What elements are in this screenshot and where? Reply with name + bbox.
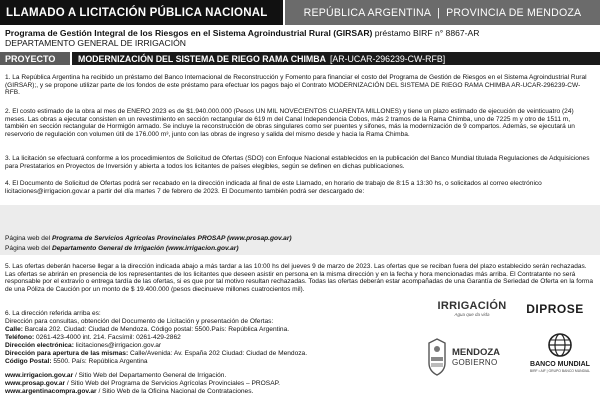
irrigacion-tagline: Agua que da vida <box>454 312 490 317</box>
street-value: Barcala 202. Ciudad: Ciudad de Mendoza. Código postal: 5500.País: República Argentina. <box>22 326 290 333</box>
irrigacion-logo <box>432 300 512 317</box>
paragraph-2: 2. El costo estimado de la obra al mes de ENERO 2023 es de $1.940.000.000 (Pesos UN MIL NOVECIENTOS CUARENTA MILLONES) y tiene un plazo estimado de ejecución de veinticuatro (24) meses. Las obras a ejecutar consisten en un revestimiento en sección rectangular de 619 m del Canal Independencia Cobos, más 2 tramos de la Rama Chimba, uno de 7225 m y otro de 1511 m, también en sección rectangular de Hormigón armado. Se incluye la reconstrucción de obras singulares como ser puentes y sifones, más la modernización de 9 compartos. Además, se ejecutará un reservorio de regulación con volumen útil de 176.000 m³, junto con las obras de ingreso y salida del mismo desde y hacia la Rama Chimba. <box>5 108 575 138</box>
email-label: Dirección electrónica: <box>5 342 74 349</box>
prosap-link[interactable]: Programa de Servicios Agrícolas Provinciales PROSAP (www.prosap.gov.ar) <box>51 235 292 242</box>
link-row <box>5 388 345 396</box>
world-bank-name: BANCO MUNDIAL <box>530 361 590 368</box>
paragraph-4: 4. El Documento de Solicitud de Ofertas podrá ser recabado en la dirección indicada al final de este Llamado, en horario de trabajo de 8:15 a 13:30 hs, o solicitados al correo electrónico licitaciones@irrigacion.gov.ar a partir del día martes 7 de febrero de 2023. El Documento también podrá ser descargado de: <box>5 180 542 195</box>
web-prefix: Página web del <box>5 245 52 252</box>
site-links <box>5 372 345 396</box>
email-value[interactable]: licitaciones@irrigacion.gov.ar <box>73 342 162 349</box>
web-prefix: Página web del <box>5 235 52 242</box>
mendoza-sub: GOBIERNO <box>452 358 498 367</box>
project-code: [AR-UCAR-296239-CW-RFB] <box>329 53 446 64</box>
link-url[interactable]: www.argentinacompra.gov.ar <box>5 388 97 395</box>
country-label: REPÚBLICA ARGENTINA <box>303 6 432 19</box>
street-label: Calle: <box>5 326 23 333</box>
address-email <box>5 342 335 350</box>
irrigacion-wordmark: IRRIGACIÓN <box>437 300 507 312</box>
header-bar <box>0 0 600 25</box>
program-line <box>5 28 595 38</box>
address-intro: Dirección para consultas, obtención del Documento de Licitación y presentación de Ofertas: <box>5 318 274 325</box>
project-bar <box>0 52 600 65</box>
irrigacion-link[interactable]: Departamento General de Irrigación (www.irrigacion.gov.ar) <box>51 245 239 252</box>
prosap-web-line <box>5 235 292 243</box>
mendoza-logo <box>425 335 515 385</box>
program-info <box>5 28 595 48</box>
tender-title: LLAMADO A LICITACIÓN PÚBLICA NACIONAL <box>0 0 283 25</box>
department-name: DEPARTAMENTO GENERAL DE IRRIGACIÓN <box>5 38 186 48</box>
address-opening <box>5 350 335 358</box>
postal-label: Código Postal: <box>5 358 52 365</box>
mendoza-name: MENDOZA <box>452 347 501 358</box>
province-label: PROVINCIA DE MENDOZA <box>446 6 582 19</box>
link-row <box>5 372 345 380</box>
link-desc: / Sitio Web del Departamento General de Irrigación. <box>73 372 227 379</box>
paragraph-3: 3. La licitación se efectuará conforme a los procedimientos de Solicitud de Ofertas (SDO) con Enfoque Nacional establecidos en la publicación del Banco Mundial titulada Regulaciones de Adquisiciones para Prestatarios en Proyectos de Inversión y abierta a todos los licitantes de países elegibles, según se definen en dichas publicaciones. <box>5 155 590 170</box>
separator: | <box>437 6 441 19</box>
project-tag: PROYECTO <box>0 52 70 65</box>
loan-number: préstamo BIRF n° 8867-AR <box>372 28 480 38</box>
world-bank-globe-icon <box>547 332 573 358</box>
diprose-logo: DIPROSE <box>526 302 584 316</box>
world-bank-sub: BIRF • AIF | GRUPO BANCO MUNDIAL <box>529 369 591 373</box>
opening-value: Calle/Avenida: Av. España 202 Ciudad: Ciudad de Mendoza. <box>128 350 308 357</box>
link-desc: / Sitio Web del Programa de Servicios Agrícolas Provinciales – PROSAP. <box>65 380 280 387</box>
program-name: Programa de Gestión Integral de los Riesgos en el Sistema Agroindustrial Rural (GIRSAR) <box>5 28 373 38</box>
country-province <box>283 0 600 25</box>
link-desc: / Sitio Web de la Oficina Nacional de Contrataciones. <box>96 388 254 395</box>
irrigacion-web-line <box>5 245 239 253</box>
paragraph-5: 5. Las ofertas deberán hacerse llegar a la dirección indicada abajo a más tardar a las 10:00 hs del jueves 9 de marzo de 2023. Las ofertas que se reciban fuera del plazo establecido serán rechazadas. Las ofertas se abrirán en presencia de los representantes de los licitantes que deseen asistir en persona en la misma dirección y en la fecha y hora mencionadas más arriba. El Contratante no será responsable por el extravío o entrega tardía de las ofertas, si es que por tal motivo resultan rechazadas. Todas las ofertas deberán estar acompañadas de una Garantía de Seriedad de Oferta en la forma de una Póliza de Caución por un monto de $ 19.400.000 (pesos diecinueve millones cuatrocientos mil). <box>5 263 593 293</box>
address-street <box>5 326 335 334</box>
link-url[interactable]: www.prosap.gov.ar <box>5 380 66 387</box>
paragraph-1: 1. La República Argentina ha recibido un préstamo del Banco Internacional de Reconstrucción y Fomento para financiar el costo del Programa de Gestión de Riesgos en el Sistema Agroindustrial Rural (GIRSAR);, y se propone utilizar parte de los fondos de este préstamo para efectuar los pagos bajo el Contrato MODERNIZACIÓN DEL SISTEMA DE RIEGO RAMA CHIMBA AR-UCAR-296239-CW-RFB. <box>5 74 587 97</box>
project-title <box>70 52 600 65</box>
web-links-box <box>0 205 600 255</box>
phone-value: 0261-423-4000 int. 214. Facsímil: 0261-429-2862 <box>34 334 181 341</box>
mendoza-seal-icon <box>425 337 449 377</box>
paragraph-6: 6. La dirección referida arriba es: <box>5 310 101 317</box>
link-url[interactable]: www.irrigacion.gov.ar <box>5 372 74 379</box>
address-postal <box>5 358 335 366</box>
phone-label: Teléfono: <box>5 334 35 341</box>
postal-value: 5500. País: República Argentina <box>51 358 148 365</box>
opening-label: Dirección para apertura de las mismas: <box>5 350 129 357</box>
address-phone <box>5 334 335 342</box>
project-name: MODERNIZACIÓN DEL SISTEMA DE RIEGO RAMA CHIMBA <box>78 53 326 64</box>
world-bank-logo <box>525 332 595 392</box>
link-row <box>5 380 345 388</box>
